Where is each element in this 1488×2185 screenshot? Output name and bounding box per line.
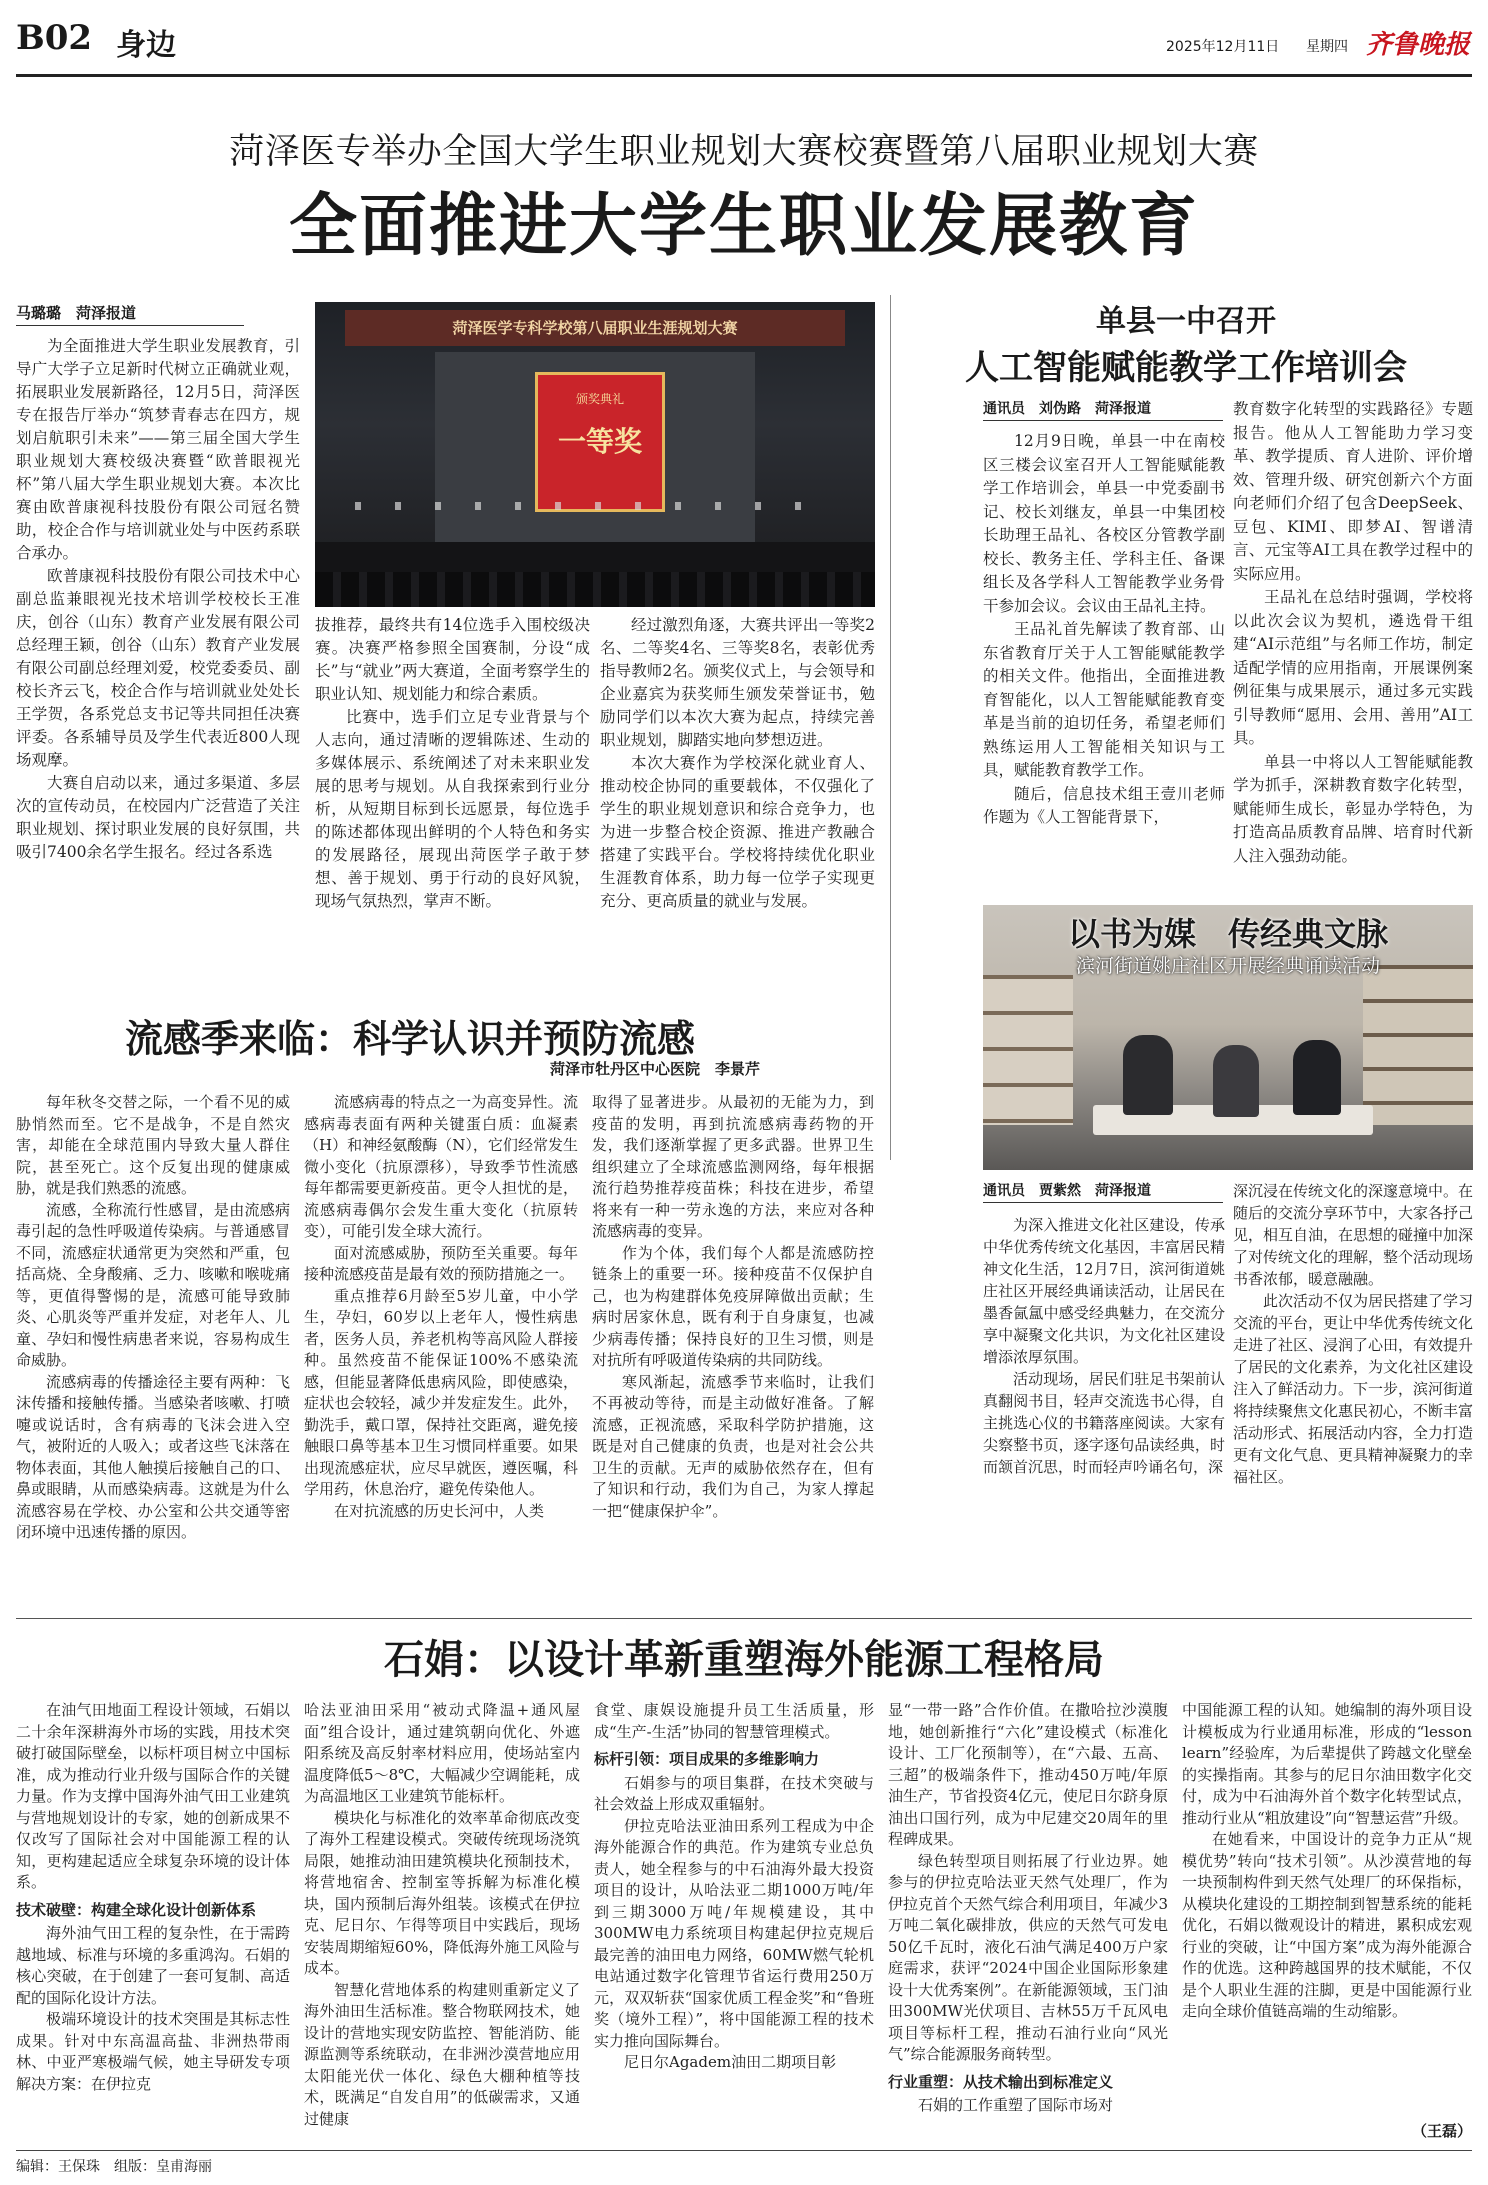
article2-col1 (983, 430, 1225, 910)
article4-headline-1: 以书为媒 传经典文脉 (1067, 915, 1388, 953)
article5-subheading: 标杆引领：项目成果的多维影响力 (594, 1750, 820, 1768)
article1-paragraph: 经过激烈角逐，大赛共评出一等奖2名、二等奖4名、三等奖8名，表彰优秀指导教师2名。颁奖仪式上，与会领导和企业嘉宾为获奖师生颁发荣誉证书，勉励同学们以本次大赛为起点，持续完善职业规划，脚踏实地向梦想迈进。 (600, 616, 875, 749)
reader-figure (1293, 1040, 1341, 1115)
article5-paragraph: 中国能源工程的认知。她编制的海外项目设计模板成为行业通用标准，形成的“lesson learn”经验库，为后辈提供了跨越文化壁垒的实操指南。其参与的尼日尔油田数字化交付，成为中石油海外首个数字化转型试点，推动行业从“粗放建设”向“智慧运营”升级。 (1182, 1701, 1472, 1827)
page-number: B02 (16, 18, 93, 58)
article1-col1 (16, 335, 300, 1075)
article1-paragraph: 拔推荐，最终共有14位选手入围校级决赛。决赛严格参照全国赛制，分设“成长”与“就业”两大赛道，全面考察学生的职业认知、规划能力和综合素质。 (315, 616, 590, 703)
article5-col3 (594, 1700, 874, 2140)
column-divider (890, 295, 891, 1160)
article4-photo (983, 905, 1473, 1170)
article5-paragraph: 食堂、康娱设施提升员工生活质量，形成“生产-生活”协同的智慧管理模式。 (594, 1701, 874, 1741)
article2-col2 (1233, 398, 1473, 908)
reader-figure (1123, 1035, 1173, 1115)
article5-subheading: 技术破壁：构建全球化设计创新体系 (16, 1900, 257, 1919)
article5-paragraph: 模块化与标准化的效率革命彻底改变了海外工程建设模式。突破传统现场浇筑局限，她推动油田建筑模块化预制技术，将营地宿舍、控制室等拆解为标准化模块，国内预制后海外组装。该模式在伊拉克、尼日尔、乍得等项目中实践后，现场安装周期缩短60%，降低海外施工风险与成本。 (304, 1808, 580, 1977)
article5-paragraph: 海外油气田工程的复杂性，在于需跨越地域、标准与环境的多重鸿沟。石娟的核心突破，在于创建了一套可复制、高适配的国际化设计方法。 (16, 1924, 290, 2007)
article2-paragraph: 王品礼首先解读了教育部、山东省教育厅关于人工智能赋能教学的相关文件。他指出，全面推进教育智能化，以人工智能赋能教育变革是当前的迫切任务，希望老师们熟练运用人工智能相关知识与工具，赋能教育教学工作。 (983, 620, 1225, 779)
article1-headline: 全面推进大学生职业发展教育 (288, 186, 1199, 266)
article3-paragraph: 作为个体，我们每个人都是流感防控链条上的重要一环。接种疫苗不仅保护自己，也为构建群体免疫屏障做出贡献；生病时居家休息，既有利于自身康复，也减少病毒传播；保持良好的卫生习惯，则是对抗所有呼吸道传染病的共同防线。 (592, 1243, 874, 1369)
article5-paragraph: 尼日尔Agadem油田二期项目彰 (624, 2053, 837, 2071)
article5-paragraph: 在她看来，中国设计的竞争力正从“规模优势”转向“技术引领”。从沙漠营地的每一块预制构件到天然气处理厂的环保指标，从模块化建设的工期控制到智慧系统的能耗优化，石娟以微观设计的精进，累积成宏观行业的突破，让“中国方案”成为海外能源合作的优选。这种跨越国界的技术赋能，不仅是个人职业生涯的注脚，更是中国能源行业走向全球价值链高端的生动缩影。 (1182, 1830, 1472, 2020)
article5-paragraph: 在油气田地面工程设计领域，石娟以二十余年深耕海外市场的实践，用技术突破打破国际壁垒，以标杆项目树立中国标准，成为推动行业升级与国际合作的关键力量。作为支撑中国海外油气田工业建筑与营地规划设计的专家，她的创新成果不仅改写了国际社会对中国能源工程的认知，更构建起适应全球复杂环境的设计体系。 (16, 1701, 290, 1891)
article4-col1 (983, 1214, 1225, 1614)
article5-paragraph: 哈法亚油田采用“被动式降温+通风屋面”组合设计，通过建筑朝向优化、外遮阳系统及高反射率材料应用，使场站室内温度降低5～8℃，大幅减少空调能耗，成为高温地区工业建筑节能标杆。 (304, 1701, 580, 1805)
article4-byline: 通讯员 贾紫然 菏泽报道 (983, 1180, 1223, 1203)
article3-paragraph: 取得了显著进步。从最初的无能为力，到疫苗的发明，再到抗流感病毒药物的开发，我们逐渐掌握了更多武器。世界卫生组织建立了全球流感监测网络，每年根据流行趋势推荐疫苗株；科技在进步，希望将来有一种一劳永逸的方法，来应对各种流感病毒的变异。 (592, 1093, 874, 1240)
article3-paragraph: 流感病毒的特点之一为高变异性。流感病毒表面有两种关键蛋白质：血凝素（H）和神经氨酸酶（N），它们经常发生微小变化（抗原漂移），导致季节性流感每年都需要更新疫苗。更令人担忧的是，流感病毒偶尔会发生重大变化（抗原转变），可能引发全球大流行。 (304, 1093, 578, 1240)
article3-paragraph: 流感病毒的传播途径主要有两种：飞沫传播和接触传播。当感染者咳嗽、打喷嚏或说话时，含有病毒的飞沫会进入空气，被附近的人吸入；或者这些飞沫落在物体表面，其他人触摸后接触自己的口、鼻或眼睛，从而感染病毒。这就是为什么流感容易在学校、办公室和公共交通等密闭环境中迅速传播的原因。 (16, 1372, 290, 1541)
article5-paragraph: 石娟的工作重塑了国际市场对 (918, 2096, 1114, 2114)
article4-headline-2: 滨河街道姚庄社区开展经典诵读活动 (1075, 955, 1380, 977)
article1-paragraph: 本次大赛作为学校深化就业育人、推动校企协同的重要载体，不仅强化了学生的职业规划意识和综合竞争力，也为进一步整合校企资源、推进产教融合搭建了实践平台。学校将持续优化职业生涯教育体系，助力每一位学子实现更充分、更高质量的就业与发展。 (600, 754, 875, 910)
article2-headline-1: 单县一中召开 (1096, 304, 1276, 339)
article1-paragraph: 欧普康视科技股份有限公司技术中心副总监兼眼视光技术培训学校校长王准庆，创谷（山东）教育产业发展有限公司总经理王颖，创谷（山东）教育产业发展有限公司副总经理刘爱，校党委委员、副校长齐云飞，校企合作与培训就业处处长王学贺，各系党总支书记等共同担任决赛评委。各系辅导员及学生代表近800人现场观摩。 (16, 567, 300, 769)
footer-credits: 编辑：王保珠 组版：皇甫海丽 (16, 2159, 212, 2175)
article3-col1 (16, 1092, 290, 1612)
article3-col2 (304, 1092, 578, 1612)
audience-silhouette (315, 572, 875, 607)
article3-paragraph: 重点推荐6月龄至5岁儿童，中小学生，孕妇，60岁以上老年人，慢性病患者，医务人员，养老机构等高风险人群接种。虽然疫苗不能保证100%不感染流感，但能显著降低患病风险，即使感染，症状也会较轻，减少并发症发生。此外，勤洗手，戴口罩，保持社交距离，避免接触眼口鼻等基本卫生习惯同样重要。如果出现流感症状，应尽早就医，遵医嘱，科学用药，休息治疗，避免传染他人。 (304, 1286, 578, 1498)
article5-paragraph: 极端环境设计的技术突围是其标志性成果。针对中东高温高盐、非洲热带雨林、中亚严寒极端气候，她主导研发专项解决方案：在伊拉克 (16, 2010, 290, 2093)
bookshelf-right (1363, 965, 1473, 1125)
article5-paragraph: 绿色转型项目则拓展了行业边界。她参与的伊拉克哈法亚天然气处理厂，作为伊拉克首个天然气综合利用项目，年减少3万吨二氧化碳排放，供应的天然气可发电50亿千瓦时，液化石油气满足400万户家庭需求，获评“2024中国企业国际形象建设十大优秀案例”。在新能源领域，玉门油田300MW光伏项目、吉林55万千瓦风电项目等标杆工程，推动石油行业向“风光气”综合能源服务商转型。 (888, 1851, 1168, 2063)
article1-kicker: 菏泽医专举办全国大学生职业规划大赛校赛暨第八届职业规划大赛 (229, 132, 1259, 172)
article3-headline: 流感季来临：科学认识并预防流感 (125, 1016, 696, 1061)
issue-date: 2025年12月11日 (1166, 39, 1280, 55)
article5-col1 (16, 1700, 290, 2140)
article4-paragraph: 活动现场，居民们驻足书架前认真翻阅书目，轻声交流选书心得，自主挑选心仪的书籍落座阅读。大家有尖察整书页，逐字逐句品读经典，时而颔首沉思，时而轻声吟诵名句，深 (983, 1370, 1225, 1476)
article5-col5 (1182, 1700, 1472, 2120)
footer-rule (16, 2150, 1472, 2151)
stage-banner-text: 菏泽医学专科学校第八届职业生涯规划大赛 (452, 319, 738, 337)
article4-col2 (1233, 1180, 1473, 1610)
article5-headline: 石娟：以设计革新重塑海外能源工程格局 (384, 1636, 1104, 1683)
article2-paragraph: 12月9日晚，单县一中在南校区三楼会议室召开人工智能赋能教学工作培训会，单县一中党委副书记、校长刘继友，单县一中集团校长助理王品礼、各校区分管教学副校长、教务主任、学科主任、备课组长及各学科人工智能教学业务骨干参加会议。会议由王品礼主持。 (983, 432, 1225, 615)
article3-paragraph: 在对抗流感的历史长河中，人类 (334, 1501, 545, 1520)
article4-paragraph: 此次活动不仅为居民搭建了学习交流的平台，更让中华优秀传统文化走进了社区、浸润了心田，有效提升了居民的文化素养，为文化社区建设注入了鲜活动力。下一步，滨河街道将持续聚焦文化惠民初心，不断丰富活动形式、拓展活动内容，全力打造更有文化气息、更具精神凝聚力的幸福社区。 (1233, 1292, 1473, 1486)
issue-weekday: 星期四 (1306, 39, 1348, 55)
article2-paragraph: 王品礼在总结时强调，学校将以此次会议为契机，遴选骨干组建“AI示范组”与名师工作坊，制定适配学情的应用指南，开展课例案例征集与成果展示，通过多元实践引导教师“愿用、会用、善用”AI工具。 (1233, 588, 1473, 747)
article3-paragraph: 每年秋冬交替之际，一个看不见的威胁悄然而至。它不是战争，不是自然灾害，却能在全球范围内导致大量人群住院，甚至死亡。这个反复出现的健康威胁，就是我们熟悉的流感。 (16, 1093, 290, 1197)
stage-lights (355, 502, 835, 510)
article5-signature: （王磊） (1411, 2122, 1472, 2140)
article5-paragraph: 伊拉克哈法亚油田系列工程成为中企海外能源合作的典范。作为建筑专业总负责人，她全程参与的中石油海外最大投资项目的设计，从哈法亚二期1000万吨/年到三期3000万吨/年规模建设，其中300MW电力系统项目构建起伊拉克规后最完善的油田电力网络，60MW燃气轮机电站通过数字化管理节省运行费用250万元，双双斩获“国家优质工程金奖”和“鲁班奖（境外工程）”，将中国能源工程的技术实力推向国际舞台。 (594, 1816, 874, 2050)
bookshelf-left (983, 975, 1073, 1125)
article3-byline: 菏泽市牡丹区中心医院 李景芹 (549, 1060, 760, 1078)
article4-paragraph: 深沉浸在传统文化的深邃意境中。在随后的交流分享环节中，大家各抒己见，相互自油，在思想的碰撞中加深了对传统文化的理解，整个活动现场书香浓郁，暖意融融。 (1233, 1182, 1473, 1288)
article1-photo (315, 302, 875, 607)
article5-col4 (888, 1700, 1168, 2140)
article2-paragraph: 随后，信息技术组王壹川老师作题为《人工智能背景下， (983, 784, 1225, 826)
masthead-rule (16, 74, 1472, 77)
section-title: 身边 (116, 28, 176, 63)
reader-figure (1213, 1045, 1259, 1117)
article2-paragraph: 教育数字化转型的实践路径》专题报告。他从人工智能助力学习变革、教学提质、育人进阶、评价增效、管理升级、研究创新六个方面向老师们介绍了包含DeepSeek、豆包、KIMI、即梦AI、智谱清言、元宝等AI工具在教学过程中的实际应用。 (1233, 400, 1473, 583)
award-board-top: 颁奖典礼 (575, 392, 624, 406)
article3-paragraph: 寒风渐起，流感季节来临时，让我们不再被动等待，而是主动做好准备。了解流感，正视流感，采取科学防护措施，这既是对自己健康的负责，也是对社会公共卫生的贡献。无声的威胁依然存在，但有了知识和行动，我们为自己，为家人撑起一把“健康保护伞”。 (592, 1372, 874, 1520)
article1-col2 (315, 614, 590, 1074)
article4-paragraph: 为深入推进文化社区建设，传承中华优秀传统文化基因，丰富居民精神文化生活，12月7日，滨河街道姚庄社区开展经典诵读活动，让居民在墨香氤氲中感受经典魅力，在交流分享中凝聚文化共识，为文化社区建设增添浓厚氛围。 (983, 1216, 1225, 1366)
masthead (16, 16, 1472, 74)
article5-paragraph: 智慧化营地体系的构建则重新定义了海外油田生活标准。整合物联网技术，她设计的营地实现安防监控、智能消防、能源监测等系统联动，在非洲沙漠营地应用太阳能光伏一体化、绿色大棚种植等技术，既满足“自发自用”的低碳需求，又通过健康 (304, 1980, 580, 2128)
article5-paragraph: 石娟参与的项目集群，在技术突破与社会效益上形成双重辐射。 (594, 1773, 874, 1813)
paper-logo: 齐鲁晚报 (1366, 30, 1471, 60)
article1-byline: 马璐璐 菏泽报道 (16, 302, 244, 326)
article3-col3 (592, 1092, 874, 1612)
award-board-main: 一等奖 (557, 425, 642, 458)
article1-paragraph: 比赛中，选手们立足专业背景与个人志向，通过清晰的逻辑陈述、生动的多媒体展示、系统阐述了对未来职业发展的思考与规划。从自我探索到行业分析，从短期目标到长远愿景，每位选手的陈述都体现出鲜明的个人特色和务实的发展路径，展现出菏医学子敢于梦想、善于规划、勇于行动的良好风貌，现场气氛热烈，掌声不断。 (315, 708, 590, 910)
article5-col2 (304, 1700, 580, 2140)
article1-paragraph: 为全面推进大学生职业发展教育，引导广大学子立足新时代树立正确就业观，拓展职业发展新路径，12月5日，菏泽医专在报告厅举办“筑梦青春志在四方，规划启航职引未来”——第三届全国大学生职业规划大赛校级决赛暨“欧普眼视光杯”第八届大学生职业规划大赛。本次比赛由欧普康视科技股份有限公司冠名赞助，校企合作与培训就业处与中医药系联合承办。 (16, 337, 300, 562)
article5-subheading: 行业重塑：从技术输出到标准定义 (888, 2072, 1114, 2091)
article1-paragraph: 大赛自启动以来，通过多渠道、多层次的宣传动员，在校园内广泛营造了关注职业规划、探讨职业发展的良好氛围，共吸引7400余名学生报名。经过各系选 (16, 774, 300, 861)
article5-paragraph: 显“一带一路”合作价值。在撒哈拉沙漠腹地，她创新推行“六化”建设模式（标准化设计、工厂化预制等），在“六最、五高、三超”的极端条件下，推动450万吨/年原油生产，节省投资4亿元，使尼日尔跻身原油出口国行列，成为中尼建交20周年的里程碑成果。 (888, 1701, 1168, 1848)
article3-paragraph: 面对流感威胁，预防至关重要。每年接种流感疫苗是最有效的预防措施之一。 (304, 1243, 578, 1283)
article2-byline: 通讯员 刘伪路 菏泽报道 (983, 398, 1223, 421)
section-divider (16, 1618, 1472, 1619)
article2-paragraph: 单县一中将以人工智能赋能教学为抓手，深耕教育数字化转型，赋能师生成长，彰显办学特色，为打造高品质教育品牌、培育时代新人注入强劲动能。 (1233, 752, 1473, 865)
article1-col3 (600, 614, 875, 1074)
article3-paragraph: 流感，全称流行性感冒，是由流感病毒引起的急性呼吸道传染病。与普通感冒不同，流感症状通常更为突然和严重，包括高烧、全身酸痛、乏力、咳嗽和喉咙痛等，更值得警惕的是，流感可能导致肺炎、心肌炎等严重并发症，对老年人、儿童、孕妇和慢性病患者来说，容易构成生命威胁。 (16, 1200, 290, 1369)
article2-headline-2: 人工智能赋能教学工作培训会 (965, 348, 1407, 388)
